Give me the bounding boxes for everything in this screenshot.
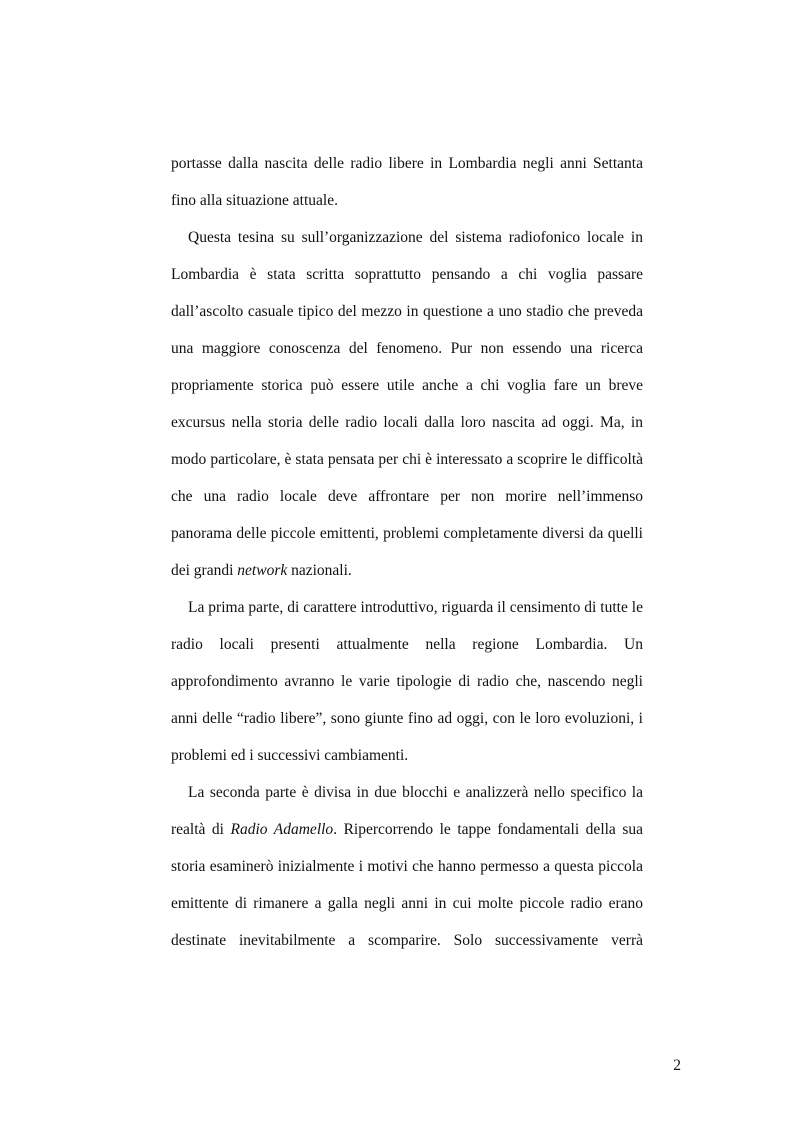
body-text: [171, 145, 643, 959]
paragraph-3: [171, 589, 643, 774]
paragraph-2-ending: nazionali.: [287, 562, 352, 579]
paragraph-1: [171, 145, 643, 219]
page-number: 2: [673, 1057, 681, 1074]
paragraph-4-text: . Ripercorrendo le tappe fondamentali della sua storia esaminerò inizialmente i motivi che hanno permesso a questa piccola emittente di rimanere a galla negli anni in cui molte piccole radio erano destinate inevitabilmente a scomparire. Solo successivamente verrà: [171, 821, 643, 949]
paragraph-3-text: La prima parte, di carattere introduttivo, riguarda il censimento di tutte le radio locali presenti attualmente nella regione Lombardia. Un approfondimento avranno le varie tipologie di radio che, nascendo negli anni delle “radio libere”, sono giunte fino ad oggi, con le loro evoluzioni, i problemi ed i successivi cambiamenti.: [171, 599, 643, 764]
paragraph-1-text: portasse dalla nascita delle radio libere in Lombardia negli anni Settanta fino alla situazione attuale.: [171, 155, 643, 209]
paragraph-2-italic-term: network: [237, 562, 288, 579]
paragraph-4-italic-term: Radio Adamello: [230, 821, 334, 838]
paragraph-2: [171, 219, 643, 589]
paragraph-2-text: Questa tesina su sull’organizzazione del sistema radiofonico locale in Lombardia è stata scritta soprattutto pensando a chi voglia passare dall’ascolto casuale tipico del mezzo in questione a uno stadio che preveda una maggiore conoscenza del fenomeno. Pur non essendo una ricerca propriamente storica può essere utile anche a chi voglia fare un breve excursus nella storia delle radio locali dalla loro nascita ad oggi. Ma, in modo particolare, è stata pensata per chi è interessato a scoprire le difficoltà che una radio locale deve affrontare per non morire nell’immenso panorama delle piccole emittenti, problemi completamente diversi da quelli dei grandi: [171, 229, 643, 579]
paragraph-4: [171, 774, 643, 959]
paragraph-4-lead: La seconda parte è divisa in due blocchi e analizzerà nello specifico la realtà di: [171, 784, 643, 838]
